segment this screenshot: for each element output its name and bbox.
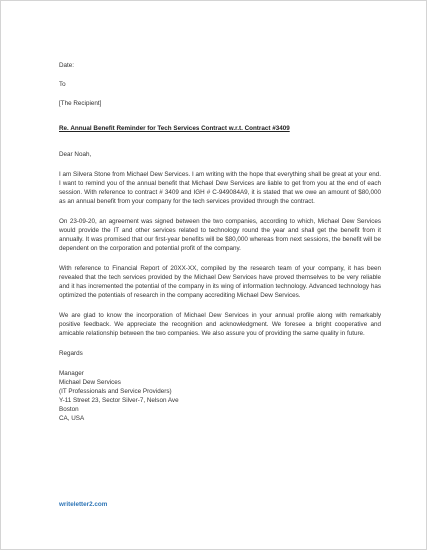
paragraph-3: With reference to Financial Report of 20XX-XX, compiled by the research team of your company, it has been revealed that the tech services provided by the Michael Dew Services have proved themselves to be very reliable and it has incremented the potential of the company in its wing of information technology. Advanced technology has optimized the potentials of research in the company accrediting Michael Dew Services. bbox=[59, 264, 381, 299]
paragraph-4: We are glad to know the incorporation of Michael Dew Services in your annual profile along with remarkably positive feedback. We appreciate the recognition and acknowledgment. We foresee a bright cooperative and amicable relationship between the two companies. We also assure you of providing the same quality in future. bbox=[59, 311, 381, 337]
footer-site-link[interactable]: writeletter2.com bbox=[59, 501, 108, 508]
subject-line: Re. Annual Benefit Reminder for Tech Services Contract w.r.t. Contract #3409 bbox=[59, 125, 290, 133]
recipient: [The Recipient] bbox=[59, 100, 102, 107]
closing: Regards bbox=[59, 349, 83, 357]
letter-body bbox=[59, 61, 381, 423]
signature-block bbox=[59, 369, 381, 423]
signature-address: Y-11 Street 23, Sector Silver-7, Nelson Ave bbox=[59, 396, 179, 404]
signature-city: Boston bbox=[59, 405, 79, 413]
to-label: To bbox=[59, 81, 66, 88]
paragraph-1: I am Silvera Stone from Michael Dew Services. I am writing with the hope that everything shall be great at your end. I want to remind you of the annual benefit that Michael Dew Services are liable to get from you at the end of each session. With reference to contract # 3409 and IGH # C-949084A9, it is stated that we owe an amount of $80,000 as an annual benefit from your company for the tech services provided through the contract. bbox=[59, 170, 381, 205]
signature-company: Michael Dew Services bbox=[59, 378, 121, 386]
signature-region: CA, USA bbox=[59, 414, 85, 422]
paragraph-2: On 23-09-20, an agreement was signed between the two companies, according to which, Michael Dew Services would provide the IT and other services related to technology round the year and shall get the benefit from it annually. It was promised that our first-year benefits will be $80,000 whereas from next sessions, the benefit will be dependent on the corporation and potential profit of the company. bbox=[59, 217, 381, 252]
signature-title: Manager bbox=[59, 369, 84, 377]
date-label: Date: bbox=[59, 62, 75, 69]
signature-descriptor: (IT Professionals and Service Providers) bbox=[59, 387, 172, 395]
salutation: Dear Noah, bbox=[59, 150, 92, 158]
